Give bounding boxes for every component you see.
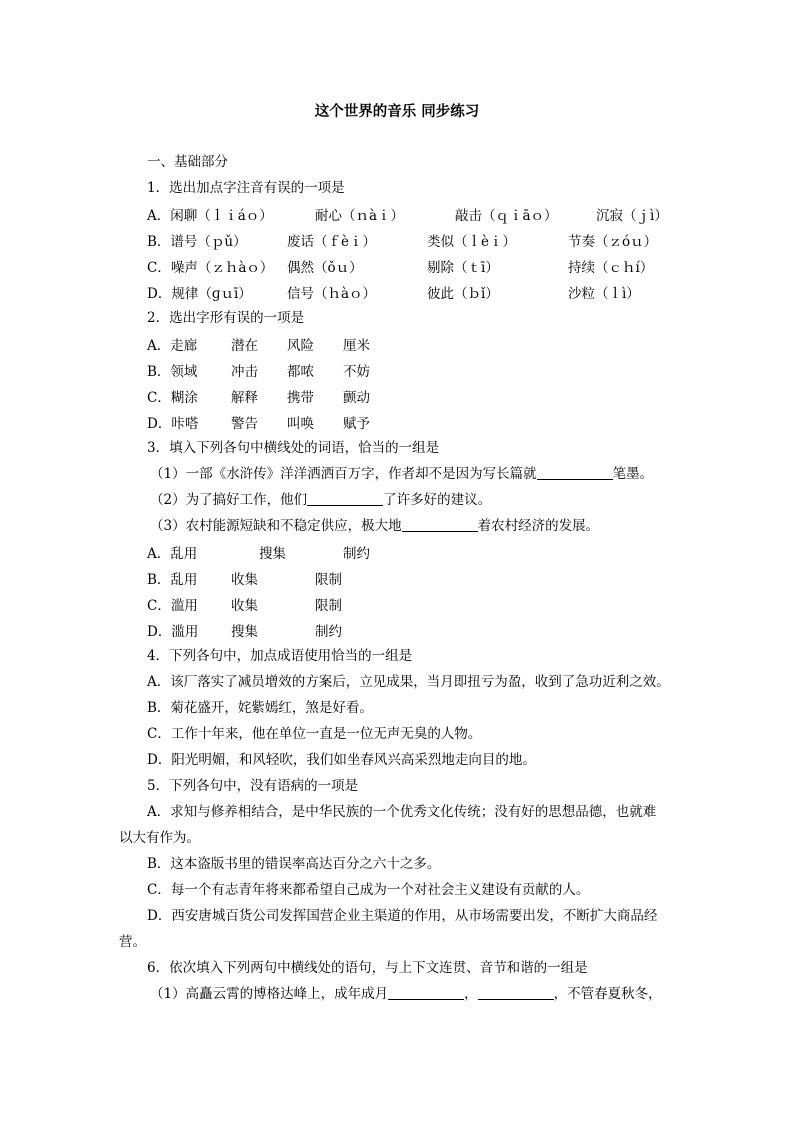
q5-option-a-line2: 以大有作为。 [119,830,200,846]
q6-s1-text-b: ， [464,986,478,1002]
q2-a-2: 潜在 [231,338,258,354]
q1-a-4: 沉寂（ｊì） [596,208,668,224]
q4-stem: 4．下列各句中，加点成语使用恰当的一组是 [147,648,413,664]
q3-sentence-3 [150,516,599,536]
q3-d-2: 搜集 [231,624,258,640]
q1-d-1: D．规律（ɡｕī） [147,286,252,302]
q1-b-2: 废话（ｆèｉ） [287,234,376,250]
q1-d-4: 沙粒（ｌì） [568,286,640,302]
q1-c-2: 偶然（ǒｕ） [287,260,363,276]
q2-b-2: 冲击 [231,364,258,380]
q3-d-1: D．滥用 [147,624,199,640]
q2-d-1: D．咔嗒 [147,416,199,432]
q2-b-3: 都哝 [287,364,314,380]
q3-b-2: 收集 [231,572,258,588]
q3-s3-text-a: （3）农村能源短缺和不稳定供应，极大地 [150,518,402,534]
q5-option-d-line1: D．西安唐城百货公司发挥国营企业主渠道的作用，从市场需要出发，不断扩大商品经 [147,908,658,924]
q1-c-1: C．噪声（ｚｈàｏ） [147,260,274,276]
q3-s1-text-b: 笔墨。 [612,466,654,482]
q6-sentence-1 [150,984,662,1004]
q3-s3-text-b: 着农村经济的发展。 [477,518,600,534]
q1-b-3: 类似（ｌèｉ） [427,234,516,250]
q1-a-2: 耐心（ｎàｉ） [315,208,405,224]
q1-a-1: A．闲聊（ｌｉáｏ） [147,208,273,224]
q5-option-a-line1: A．求知与修养相结合，是中华民族的一个优秀文化传统；没有好的思想品德，也就难 [147,804,657,820]
q2-b-1: B．领域 [147,364,198,380]
q2-d-2: 警告 [231,416,258,432]
q3-sentence-1 [150,464,653,484]
q2-stem: 2．选出字形有误的一项是 [147,310,305,326]
q1-b-1: B．谱号（ｐǔ） [147,234,247,250]
q2-a-1: A．走廊 [147,338,198,354]
q1-b-4: 节奏（ｚóｕ） [568,234,658,250]
q2-c-3: 携带 [287,390,314,406]
q6-s1-text-c: ，不管春夏秋冬， [553,986,662,1002]
q1-c-3: 剔除（ｔī） [427,260,499,276]
q3-s2-text-a: （2）为了搞好工作，他们 [150,492,308,508]
q4-option-c: C．工作十年来，他在单位一直是一位无声无臭的人物。 [147,726,482,742]
q5-option-b: B．这本盗版书里的错误率高达百分之六十之多。 [147,856,441,872]
q3-c-3: 限制 [315,598,342,614]
q3-a-3: 制约 [343,546,370,562]
q3-stem: 3．填入下列各句中横线处的词语，恰当的一组是 [147,440,440,456]
q4-option-d: D．阳光明媚，和风轻吹，我们如坐春风兴高采烈地走向目的地。 [147,752,536,768]
fill-blank [402,517,478,532]
q1-d-2: 信号（ｈàｏ） [287,286,377,302]
q6-s1-text-a: （1）高矗云霄的博格达峰上，成年成月 [150,986,389,1002]
fill-blank [478,985,554,1000]
q2-d-3: 叫唤 [287,416,314,432]
q3-sentence-2 [150,490,491,510]
q2-a-3: 风险 [287,338,314,354]
q2-d-4: 赋予 [343,416,370,432]
q1-c-4: 持续（ｃｈí） [568,260,654,276]
q3-a-2: 搜集 [259,546,286,562]
q5-option-d-line2: 营。 [119,934,146,950]
q6-stem: 6．依次填入下列两句中横线处的语句，与上下文连贯、音节和谐的一组是 [147,960,588,976]
q1-d-3: 彼此（ｂǐ） [427,286,499,302]
section-heading: 一、基础部分 [147,154,228,170]
q3-s1-text-a: （1）一部《水浒传》洋洋洒洒百万字，作者却不是因为写长篇就 [150,466,537,482]
q3-c-2: 收集 [231,598,258,614]
q3-b-3: 限制 [315,572,342,588]
q1-a-3: 敲击（ｑｉāｏ） [455,208,558,224]
q3-d-3: 制约 [315,624,342,640]
q5-option-c: C．每一个有志青年将来都希望自己成为一个对社会主义建设有贡献的人。 [147,882,590,898]
fill-blank [307,491,383,506]
q4-option-b: B．菊花盛开，姹紫嫣红，煞是好看。 [147,700,373,716]
page-title: 这个世界的音乐 同步练习 [314,104,480,120]
q4-option-a: A．该厂落实了减员增效的方案后，立见成果，当月即扭亏为盈，收到了急功近利之效。 [147,674,670,690]
q1-stem: 1．选出加点字注音有误的一项是 [147,180,345,196]
q2-b-4: 不妨 [343,364,370,380]
q3-c-1: C．滥用 [147,598,198,614]
q5-stem: 5．下列各句中，没有语病的一项是 [147,778,359,794]
q2-c-1: C．糊涂 [147,390,198,406]
q2-c-4: 颤动 [343,390,370,406]
q3-s2-text-b: 了许多好的建议。 [383,492,492,508]
fill-blank [388,985,464,1000]
q3-a-1: A．乱用 [147,546,198,562]
q3-b-1: B．乱用 [147,572,198,588]
q2-c-2: 解释 [231,390,258,406]
fill-blank [537,465,613,480]
q2-a-4: 厘米 [343,338,370,354]
